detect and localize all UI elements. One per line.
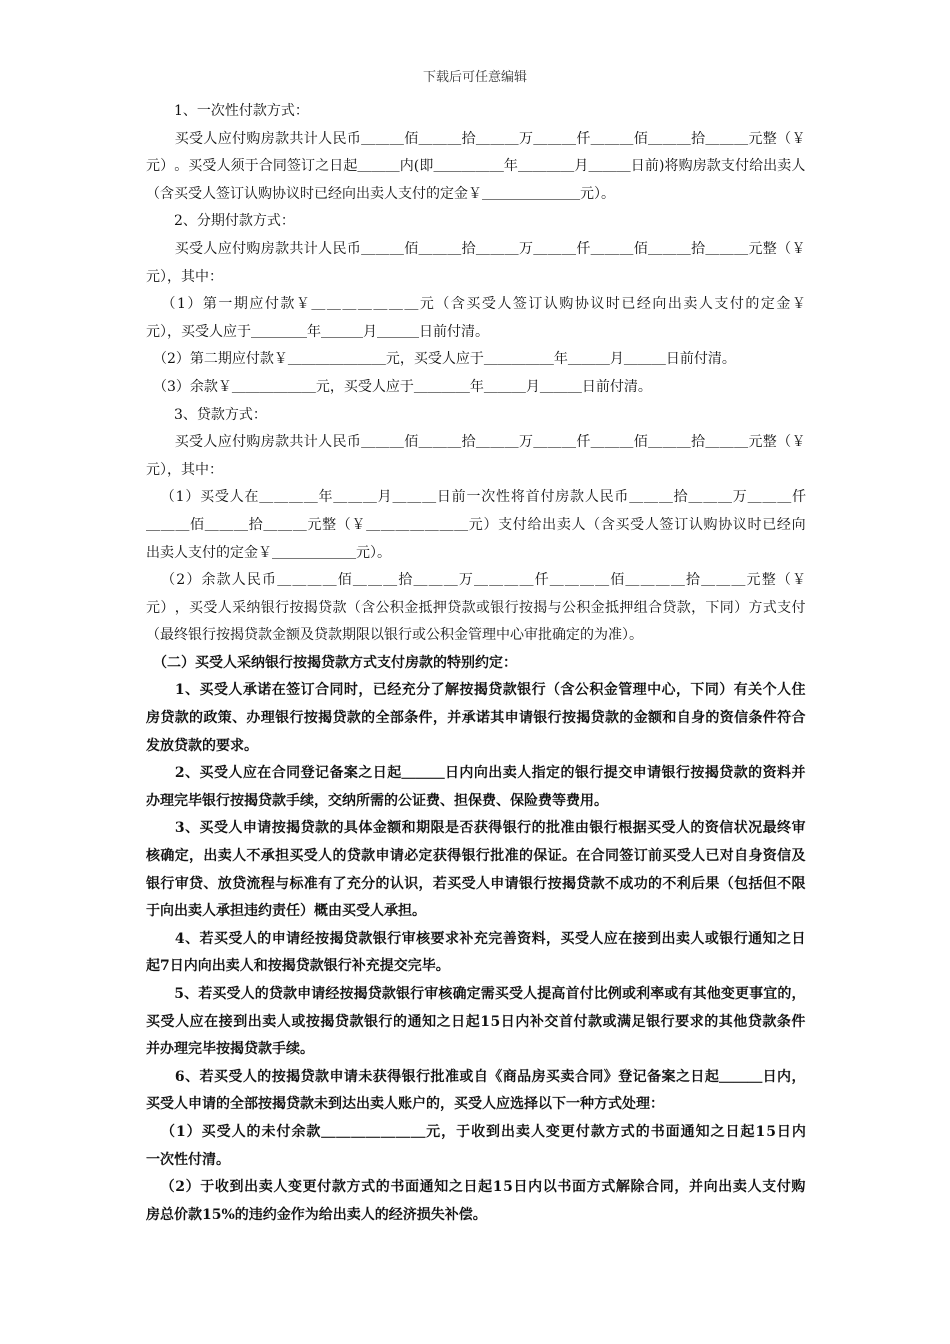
text-line: 元），买受人应于＿＿＿＿年＿＿＿月＿＿＿日前付清。: [146, 323, 489, 340]
text-line: 2、分期付款方式：: [146, 213, 295, 230]
text-line: 买 受 人 应 付 购 房 款 共 计 人 民 币 ＿ ＿ ＿ 佰 ＿ ＿ ＿ 拾 ＿ ＿ ＿ 万 ＿ ＿ ＿ 仟 ＿ ＿ ＿ 佰 ＿ ＿ ＿ 拾 ＿ ＿ ＿ 元 整 （ ￥: [174, 434, 806, 451]
text-line: （ 2 ） 于 收 到 出 卖 人 变 更 付 款 方 式 的 书 面 通 知 之 日 起 1 5 日 内 以 书 面 方 式 解 除 合 同 ， 并 向 出 卖 人 支 付 购: [160, 1179, 806, 1196]
text-line: （3）余款￥＿＿＿＿＿＿元，买受人应于＿＿＿＿年＿＿＿月＿＿＿日前付清。: [146, 378, 652, 395]
text-line: 房总价款15%的违约金作为给出卖人的经济损失补偿。: [146, 1206, 487, 1223]
text-line: 银 行 审 贷 、 放 贷 流 程 与 标 准 有 了 充 分 的 认 识 ， 若 买 受 人 申 请 银 行 按 揭 贷 款 不 成 功 的 不 利 后 果 （ 包 括 但 不 限: [146, 875, 806, 892]
text-line: （含买受人签订认购协议时已经向出卖人支付的定金￥＿＿＿＿＿＿＿元）。: [146, 185, 615, 202]
text-line: 买 受 人 应 付 购 房 款 共 计 人 民 币 ＿ ＿ ＿ 佰 ＿ ＿ ＿ 拾 ＿ ＿ ＿ 万 ＿ ＿ ＿ 仟 ＿ ＿ ＿ 佰 ＿ ＿ ＿ 拾 ＿ ＿ ＿ 元 整 （ ￥: [174, 130, 806, 147]
text-line: 起7日内向出卖人和按揭贷款银行补充提交完毕。: [146, 958, 450, 975]
text-line: （ 1 ） 第 一 期 应 付 款 ￥ ＿ ＿ ＿ ＿ ＿ ＿ ＿ 元 （ 含 买 受 人 签 订 认 购 协 议 时 已 经 向 出 卖 人 支 付 的 定 金 ￥: [161, 296, 806, 313]
text-line: 办理完毕银行按揭贷款手续，交纳所需的公证费、担保费、保险费等费用。: [146, 792, 608, 809]
page-header: 下载后可任意编辑: [422, 70, 527, 85]
text-line: 买 受 人 应 付 购 房 款 共 计 人 民 币 ＿ ＿ ＿ 佰 ＿ ＿ ＿ 拾 ＿ ＿ ＿ 万 ＿ ＿ ＿ 仟 ＿ ＿ ＿ 佰 ＿ ＿ ＿ 拾 ＿ ＿ ＿ 元 整 （ ￥: [174, 240, 806, 257]
text-line: ＿ ＿ ＿ 佰 ＿ ＿ ＿ 拾 ＿ ＿ ＿ 元 整 （ ￥ ＿ ＿ ＿ ＿ ＿ ＿ ＿ 元 ） 支 付 给 出 卖 人 （ 含 买 受 人 签 订 认 购 协 议 时 已 经 向: [146, 516, 806, 533]
text-line: 1 、 买 受 人 承 诺 在 签 订 合 同 时 ， 已 经 充 分 了 解 按 揭 贷 款 银 行 （ 含 公 积 金 管 理 中 心 ， 下 同 ） 有 关 个 人 住: [174, 682, 806, 699]
text-line: 买 受 人 应 在 接 到 出 卖 人 或 按 揭 贷 款 银 行 的 通 知 之 日 起 1 5 日 内 补 交 首 付 款 或 满 足 银 行 要 求 的 其 他 贷 款 条 件: [146, 1013, 806, 1030]
text-line: 2 、 买 受 人 应 在 合 同 登 记 备 案 之 日 起 ＿ ＿ ＿ 日 内 向 出 卖 人 指 定 的 银 行 提 交 申 请 银 行 按 揭 贷 款 的 资 料 并: [174, 765, 806, 782]
text-line: 并办理完毕按揭贷款手续。: [146, 1041, 314, 1058]
text-line: 核 确 定 ， 出 卖 人 不 承 担 买 受 人 的 贷 款 申 请 必 定 获 得 银 行 批 准 的 保 证 。 在 合 同 签 订 前 买 受 人 已 对 自 身 资 信 及: [146, 848, 806, 865]
text-line: 房 贷 款 的 政 策 、 办 理 银 行 按 揭 贷 款 的 全 部 条 件 ， 并 承 诺 其 申 请 银 行 按 揭 贷 款 的 金 额 和 自 身 的 资 信 条 件 符 合: [146, 710, 806, 727]
text-line: 于向出卖人承担违约责任）概由买受人承担。: [146, 903, 426, 920]
text-line: 元 ） 。 买 受 人 须 于 合 同 签 订 之 日 起 ＿ ＿ ＿ 内 ( 即 ＿ ＿ ＿ ＿ ＿ 年 ＿ ＿ ＿ ＿ 月 ＿ ＿ ＿ 日 前 ) 将 购 房 款 支 付 给 出 卖 人: [146, 158, 806, 175]
text-line: 1、一次性付款方式：: [146, 103, 309, 119]
text-line: 6 、 若 买 受 人 的 按 揭 贷 款 申 请 未 获 得 银 行 批 准 或 自 《 商 品 房 买 卖 合 同 》 登 记 备 案 之 日 起 ＿ ＿ ＿ 日 内 ，: [174, 1068, 806, 1085]
text-line: （2）第二期应付款￥＿＿＿＿＿＿＿元，买受人应于＿＿＿＿＿年＿＿＿月＿＿＿日前付清。: [146, 351, 736, 368]
text-line: 元 ） ， 买 受 人 采 纳 银 行 按 揭 贷 款 （ 含 公 积 金 抵 押 贷 款 或 银 行 按 揭 与 公 积 金 抵 押 组 合 贷 款 ， 下 同 ） 方 式 支 付: [146, 599, 806, 616]
text-line: （ 2 ） 余 款 人 民 币 ＿ ＿ ＿ ＿ 佰 ＿ ＿ ＿ 拾 ＿ ＿ ＿ 万 ＿ ＿ ＿ ＿ 仟 ＿ ＿ ＿ ＿ 佰 ＿ ＿ ＿ ＿ 拾 ＿ ＿ ＿ 元 整 （ ￥: [161, 572, 806, 589]
text-line: 发放贷款的要求。: [146, 737, 258, 754]
text-line: 4 、 若 买 受 人 的 申 请 经 按 揭 贷 款 银 行 审 核 要 求 补 充 完 善 资 料 ， 买 受 人 应 在 接 到 出 卖 人 或 银 行 通 知 之 日: [174, 930, 806, 947]
text-line: 5 、 若 买 受 人 的 贷 款 申 请 经 按 揭 贷 款 银 行 审 核 确 定 需 买 受 人 提 高 首 付 比 例 或 利 率 或 有 其 他 变 更 事 宜 的 ，: [174, 986, 806, 1002]
text-line: （ 1 ） 买 受 人 的 未 付 余 款 ＿ ＿ ＿ ＿ ＿ ＿ ＿ 元 ， 于 收 到 出 卖 人 变 更 付 款 方 式 的 书 面 通 知 之 日 起 1 5 日 内: [160, 1123, 806, 1140]
text-line: 买受人申请的全部按揭贷款未到达出卖人账户的，买受人应选择以下一种方式处理：: [146, 1096, 664, 1113]
text-line: 3 、 买 受 人 申 请 按 揭 贷 款 的 具 体 金 额 和 期 限 是 否 获 得 银 行 的 批 准 由 银 行 根 据 买 受 人 的 资 信 状 况 最 终 审: [174, 820, 806, 837]
text-line: 3、贷款方式：: [146, 406, 267, 423]
text-line: 元），其中：: [146, 461, 223, 478]
text-line: （ 1 ） 买 受 人 在 ＿ ＿ ＿ ＿ 年 ＿ ＿ ＿ 月 ＿ ＿ ＿ 日 前 一 次 性 将 首 付 房 款 人 民 币 ＿ ＿ ＿ 拾 ＿ ＿ ＿ 万 ＿ ＿ ＿ 仟: [160, 489, 806, 506]
text-line: 元），其中：: [146, 268, 223, 285]
text-line: （二）买受人采纳银行按揭贷款方式支付房款的特别约定：: [146, 654, 517, 671]
text-line: 一次性付清。: [146, 1151, 230, 1168]
text-line: 出卖人支付的定金￥＿＿＿＿＿＿元）。: [146, 544, 391, 561]
document-body: [146, 98, 806, 1229]
text-line: （最终银行按揭贷款金额及贷款期限以银行或公积金管理中心审批确定的为准）。: [146, 627, 643, 644]
